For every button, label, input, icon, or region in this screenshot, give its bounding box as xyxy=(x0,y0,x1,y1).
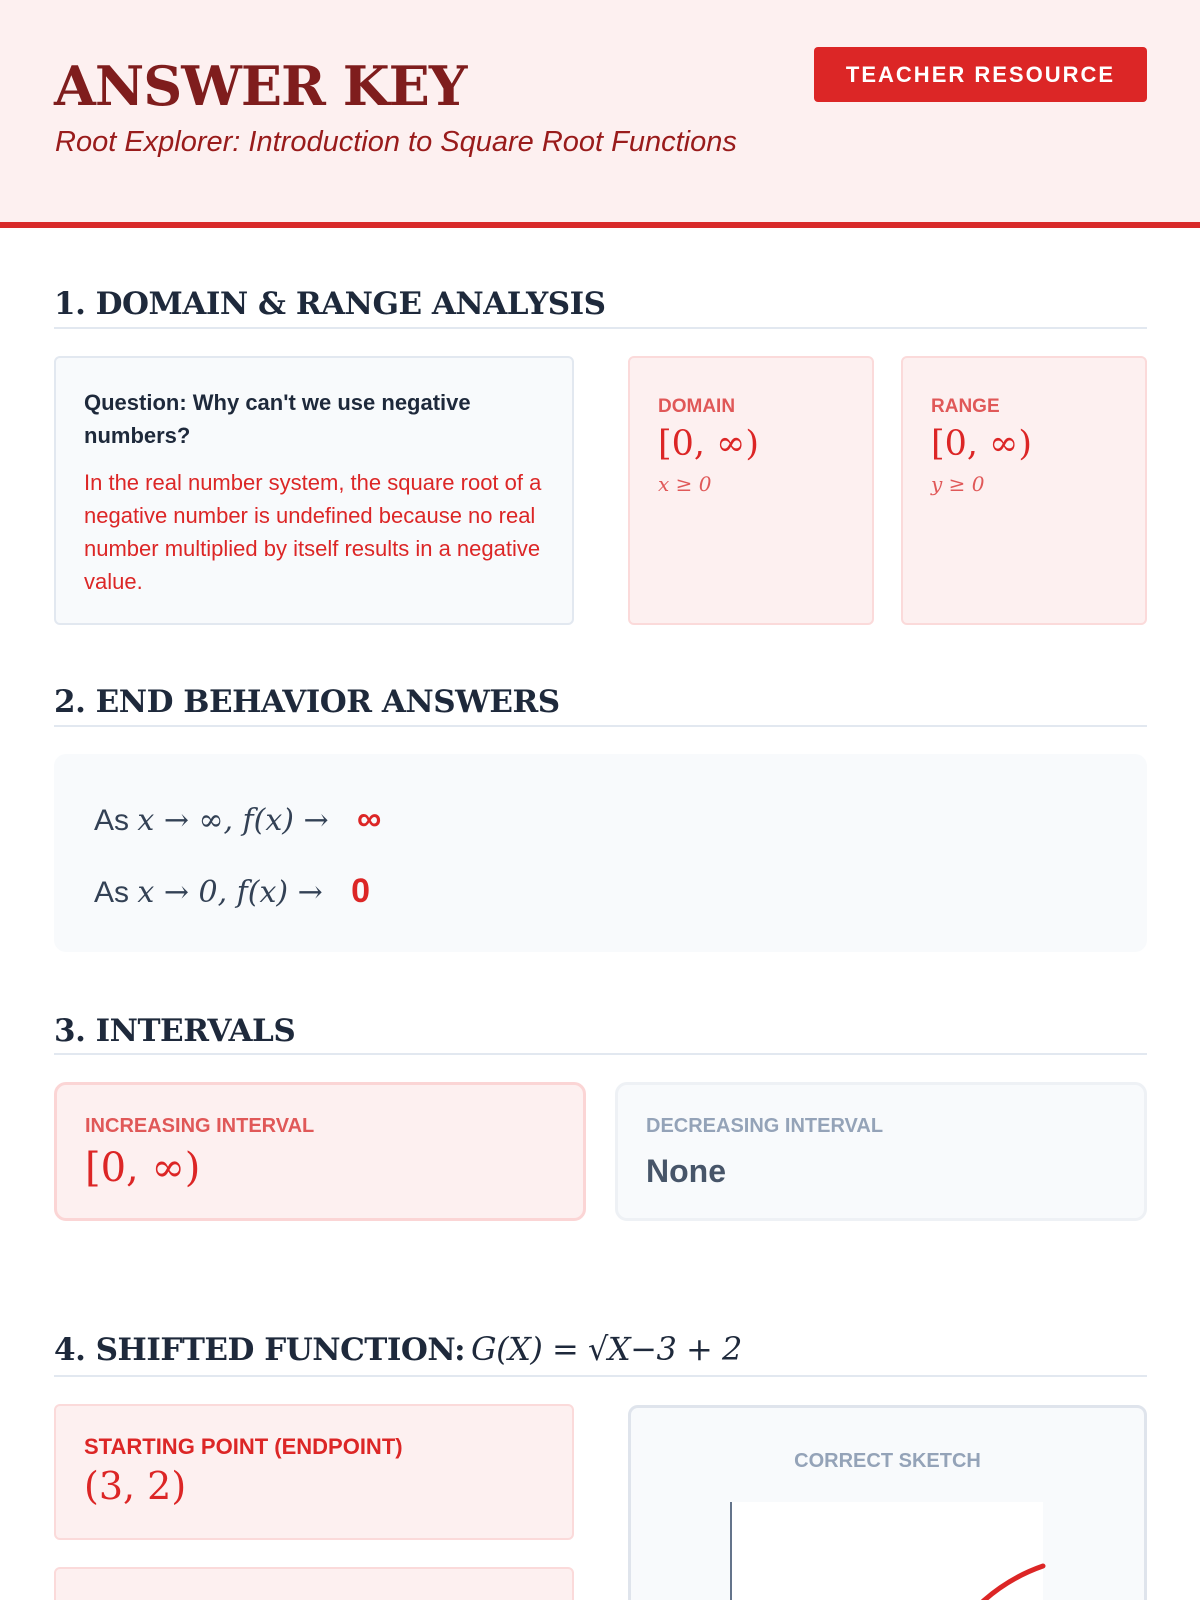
section-3-title: 3. INTERVALS xyxy=(54,1013,296,1049)
end-behavior-prefix: As xyxy=(94,804,130,837)
section-1-divider xyxy=(54,327,1147,329)
starting-point-label: STARTING POINT (ENDPOINT) xyxy=(84,1434,403,1459)
section-4-title xyxy=(54,1330,742,1368)
end-behavior-answer: 0 xyxy=(351,872,371,910)
domain-note: x ≥ 0 xyxy=(658,472,712,496)
page-title: ANSWER KEY xyxy=(54,54,467,118)
correct-sketch-card xyxy=(628,1405,1147,1600)
decreasing-interval-value: None xyxy=(646,1153,726,1189)
question-text: Question: Why can't we use negative numbers? xyxy=(84,390,471,448)
starting-point-card xyxy=(54,1404,574,1540)
end-behavior-box xyxy=(54,754,1147,952)
answer-text: In the real number system, the square root of a negative number is undefined because no real number multiplied by itself results in a negative value. xyxy=(84,470,542,594)
end-behavior-expression: x → 0, f(x) → xyxy=(137,875,323,910)
increasing-interval-label: INCREASING INTERVAL xyxy=(85,1115,315,1137)
end-behavior-prefix: As xyxy=(94,876,130,909)
shifted-function-formula: G(X) = √X−3 + 2 xyxy=(471,1330,742,1368)
decreasing-interval-card xyxy=(615,1082,1147,1221)
next-card xyxy=(54,1567,574,1600)
section-4-label: 4. SHIFTED FUNCTION: xyxy=(54,1332,466,1368)
end-behavior-answer: ∞ xyxy=(357,800,382,838)
correct-sketch-label: CORRECT SKETCH xyxy=(794,1450,981,1472)
teacher-resource-badge: TEACHER RESOURCE xyxy=(814,47,1147,102)
starting-point-value: (3, 2) xyxy=(84,1464,187,1508)
domain-value: [0, ∞) xyxy=(658,424,759,464)
range-card xyxy=(901,356,1147,625)
question-card xyxy=(54,356,574,625)
increasing-interval-card xyxy=(54,1082,586,1221)
section-2-title: 2. END BEHAVIOR ANSWERS xyxy=(54,684,560,720)
section-1-title: 1. DOMAIN & RANGE ANALYSIS xyxy=(54,286,606,322)
section-3-divider xyxy=(54,1053,1147,1055)
decreasing-interval-label: DECREASING INTERVAL xyxy=(646,1115,884,1137)
section-2-divider xyxy=(54,725,1147,727)
range-label: RANGE xyxy=(931,396,1000,417)
range-value: [0, ∞) xyxy=(931,424,1032,464)
domain-card xyxy=(628,356,874,625)
page-subtitle: Root Explorer: Introduction to Square Root Functions xyxy=(55,126,737,158)
increasing-interval-value: [0, ∞) xyxy=(85,1145,201,1191)
end-behavior-expression: x → ∞, f(x) → xyxy=(137,803,329,838)
range-note: y ≥ 0 xyxy=(931,472,985,496)
sketch-plot-area xyxy=(731,1502,1043,1600)
end-behavior-line-infinity xyxy=(94,800,381,839)
section-4-divider xyxy=(54,1375,1147,1377)
domain-label: DOMAIN xyxy=(658,396,736,417)
sketch-graph xyxy=(631,1408,1144,1600)
end-behavior-line-zero xyxy=(94,872,370,911)
page-header xyxy=(0,0,1200,228)
